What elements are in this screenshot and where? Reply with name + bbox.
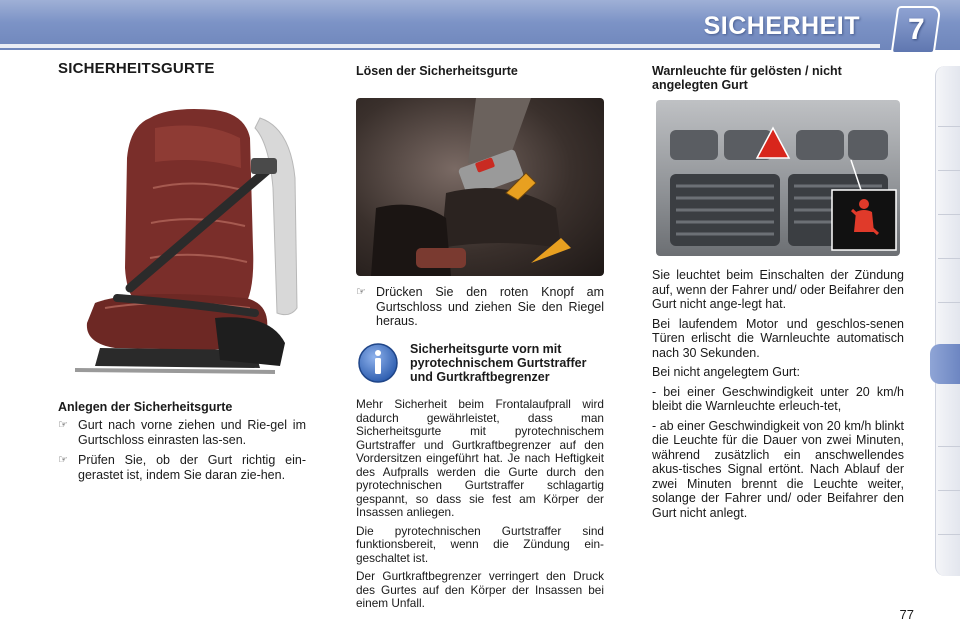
chapter-number: 7 [907, 13, 925, 46]
chapter-index-notch [938, 302, 960, 303]
chapter-index-notch [938, 490, 960, 491]
chapter-index-bar [935, 66, 960, 576]
pretensioner-description [356, 398, 604, 616]
paragraph: Sie leuchtet beim Einschalten der Zündung auf, wenn der Fahrer und/ oder Beifahrer den Gurt nicht ange-legt hat. [652, 268, 904, 311]
chapter-index-notch [938, 126, 960, 127]
active-chapter-tab [930, 344, 960, 384]
fastening-step-text: Gurt nach vorne ziehen und Rie-gel im Gurtschloss einrasten las-sen. [78, 418, 306, 447]
paragraph: Bei laufendem Motor und geschlos-senen Türen erlischt die Warnleuchte automatisch nach 30 Sekunden. [652, 316, 904, 360]
seat-belt-illustration [55, 98, 305, 380]
release-step-text: Drücken Sie den roten Knopf am Gurtschloss und ziehen Sie den Riegel heraus. [376, 285, 604, 328]
release-step [356, 285, 604, 329]
paragraph: - ab einer Geschwindigkeit von 20 km/h blinkt die Leuchte für die Dauer von zwei Minuten, während zusätzlich ein anschwellendes akus-tisches Signal ertönt. Nach Ablauf der zwei Minuten brennt die Leuchte weiter, solange der Fahrer und/ oder Beifahrer den Gurt nicht anlegt. [652, 418, 904, 520]
release-heading: Lösen der Sicherheitsgurte [356, 64, 518, 78]
buckle-image [356, 98, 604, 276]
fastening-heading: Anlegen der Sicherheitsgurte [58, 400, 233, 414]
chapter-index-notch [938, 534, 960, 535]
paragraph: Der Gurtkraftbegrenzer verringert den Druck des Gurtes auf den Körper der Insassen bei einem Unfall. [356, 569, 604, 610]
warning-lamp-description [652, 268, 904, 525]
fastening-instructions [58, 418, 306, 488]
belt-buckle-photo [356, 98, 604, 276]
dashboard-image [656, 100, 900, 256]
fastening-step [58, 418, 306, 447]
fastening-step-text: Prüfen Sie, ob der Gurt richtig ein-gerastet ist, indem Sie daran zie-hen. [78, 453, 306, 482]
hand-pointer-icon: ☞ [356, 286, 366, 298]
paragraph: Die pyrotechnischen Gurtstraffer sind funktionsbereit, wenn die Zündung ein-geschaltet ist. [356, 523, 604, 565]
dashboard-warning-photo [656, 100, 900, 256]
paragraph: Bei nicht angelegtem Gurt: [652, 365, 800, 379]
chapter-index-notch [938, 446, 960, 447]
paragraph: - bei einer Geschwindigkeit unter 20 km/h bleibt die Warnleuchte erleuch-tet, [652, 384, 904, 413]
header-stripe [0, 44, 880, 48]
paragraph: Mehr Sicherheit beim Frontalaufprall wird dadurch gewährleistet, dass man Sicherheitsgurte mit pyrotechnischem Gurtstraffer und Gurtkraftbegrenzer auf den Vordersitzen eingeführt hat. Je nach Heftigkeit des Aufpralls werden die Gurte durch den pyrotechnischen Gurtstraffer schlagartig gespannt, so dass sie fest am Körper der Insassen anliegen. [356, 397, 604, 519]
section-title: SICHERHEITSGURTE [58, 60, 215, 77]
chapter-number-tab [891, 6, 942, 54]
chapter-index-notch [938, 170, 960, 171]
release-instructions [356, 285, 604, 335]
fastening-step [58, 453, 306, 482]
hand-pointer-icon: ☞ [58, 419, 68, 431]
page-number: 77 [899, 607, 914, 622]
chapter-title: SICHERHEIT [703, 12, 860, 40]
car-seat-image [55, 98, 305, 380]
info-icon [357, 342, 399, 384]
chapter-index-notch [938, 214, 960, 215]
warning-lamp-heading: Warnleuchte für gelösten / nicht angelegten Gurt [652, 64, 842, 92]
hand-pointer-icon: ☞ [58, 454, 68, 466]
chapter-index-notch [938, 258, 960, 259]
page-header [0, 0, 960, 50]
pretensioner-heading: Sicherheitsgurte vorn mit pyrotechnischem Gurtstraffer und Gurtkraftbegrenzer [410, 342, 587, 384]
